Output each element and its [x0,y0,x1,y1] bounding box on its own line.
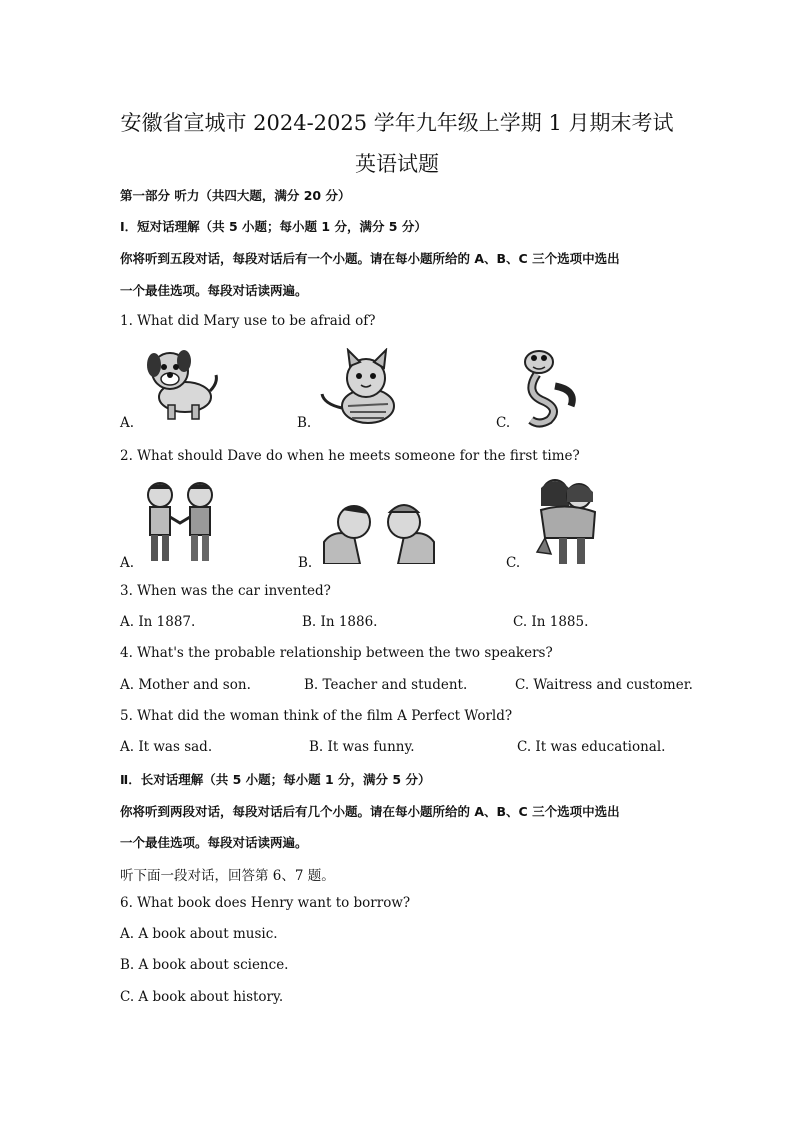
snake-icon [515,346,585,428]
option-b: B. A book about science. [120,957,289,973]
option-b: B. Teacher and student. [304,677,468,693]
option-a: A. It was sad. [120,739,213,755]
section-instruction: 一个最佳选项。每段对话读两遍。 [120,835,308,850]
section-heading: Ⅱ．长对话理解（共 5 小题；每小题 1 分，满分 5 分） [120,772,431,787]
hug-icon [525,476,609,568]
section-instruction: 一个最佳选项。每段对话读两遍。 [120,283,308,298]
handshake-icon [138,479,224,567]
cat-icon [318,348,398,428]
option-a: A. In 1887. [120,614,196,630]
option-c: C. Waitress and customer. [515,677,693,693]
option-b: B. It was funny. [309,739,415,755]
question-3: 3. When was the car invented? [120,583,331,599]
question-2: 2. What should Dave do when he meets someone for the first time? [120,448,580,464]
bow-icon [320,498,438,564]
section-instruction: 你将听到五段对话，每段对话后有一个小题。请在每小题所给的 A、B、C 三个选项中选出 [120,251,620,266]
option-a-label: A. [120,555,135,571]
question-4: 4. What's the probable relationship between the two speakers? [120,645,553,661]
dog-icon [140,345,220,423]
dialog-intro: 听下面一段对话，回答第 6、7 题。 [120,868,335,884]
question-5: 5. What did the woman think of the film A Perfect World? [120,708,513,724]
option-a: A. Mother and son. [120,677,251,693]
page-subtitle: 英语试题 [355,152,439,176]
option-c: C. In 1885. [513,614,589,630]
option-a: A. A book about music. [120,926,278,942]
page-title: 安徽省宣城市 2024-2025 学年九年级上学期 1 月期末考试 [120,111,674,135]
option-c-label: C. [496,415,511,431]
option-c: C. A book about history. [120,989,284,1005]
option-a-label: A. [120,415,135,431]
section-instruction: 你将听到两段对话，每段对话后有几个小题。请在每小题所给的 A、B、C 三个选项中选出 [120,804,620,819]
option-c-label: C. [506,555,521,571]
option-b-label: B. [298,555,313,571]
option-b-label: B. [297,415,312,431]
option-b: B. In 1886. [302,614,378,630]
question-6: 6. What book does Henry want to borrow? [120,895,411,911]
section-heading: Ⅰ．短对话理解（共 5 小题；每小题 1 分，满分 5 分） [120,219,427,234]
question-1: 1. What did Mary use to be afraid of? [120,313,376,329]
option-c: C. It was educational. [517,739,666,755]
part-heading: 第一部分 听力（共四大题，满分 20 分） [120,188,351,203]
